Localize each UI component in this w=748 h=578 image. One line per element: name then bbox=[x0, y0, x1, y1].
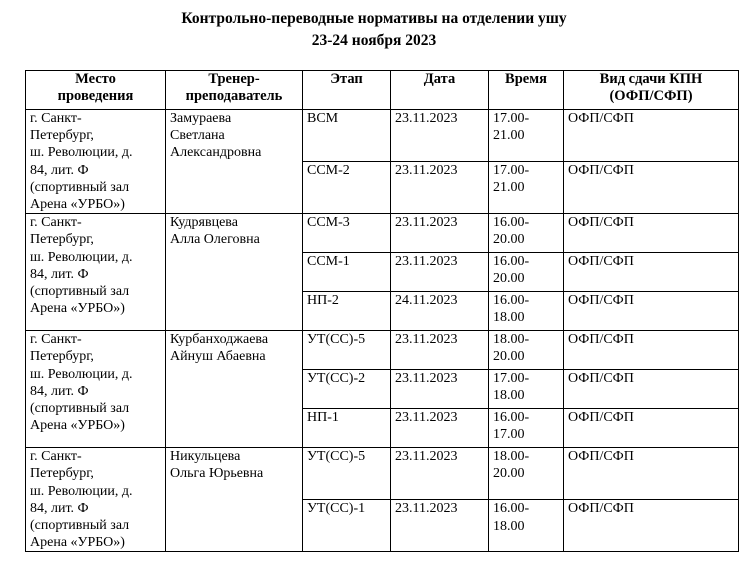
type-cell: ОФП/СФП bbox=[564, 292, 739, 331]
table-row bbox=[26, 214, 739, 253]
place-line: (спортивный зал bbox=[30, 179, 130, 195]
place-line: (спортивный зал bbox=[30, 401, 130, 417]
time-cell bbox=[489, 214, 564, 253]
time-start: 17.00- bbox=[493, 371, 530, 387]
date-cell: 24.11.2023 bbox=[391, 292, 489, 331]
time-end: 20.00 bbox=[493, 466, 525, 482]
header-time: Время bbox=[489, 71, 564, 110]
table-header-row bbox=[26, 71, 739, 110]
time-start: 16.00- bbox=[493, 501, 530, 517]
title-line-1: Контрольно-переводные нормативы на отделении ушу bbox=[181, 10, 567, 27]
stage-cell: ССМ-1 bbox=[303, 253, 391, 292]
stage-cell: ССМ-2 bbox=[303, 162, 391, 214]
place-cell bbox=[26, 214, 166, 331]
time-start: 17.00- bbox=[493, 111, 530, 126]
time-end: 21.00 bbox=[493, 180, 525, 196]
type-cell: ОФП/СФП bbox=[564, 214, 739, 253]
place-line: ш. Революции, д. bbox=[30, 249, 133, 265]
table-row bbox=[26, 331, 739, 370]
stage-cell: УТ(СС)-1 bbox=[303, 500, 391, 552]
title-line-2: 23-24 ноября 2023 bbox=[311, 32, 437, 49]
date-cell: 23.11.2023 bbox=[391, 331, 489, 370]
stage-cell: ВСМ bbox=[303, 110, 391, 162]
time-cell bbox=[489, 448, 564, 500]
header-date: Дата bbox=[391, 71, 489, 110]
time-cell bbox=[489, 331, 564, 370]
place-line: 84, лит. Ф bbox=[30, 162, 89, 178]
table-row bbox=[26, 448, 739, 500]
coach-cell bbox=[166, 110, 303, 214]
header-place-line: Место bbox=[75, 71, 116, 87]
time-cell bbox=[489, 253, 564, 292]
place-line: г. Санкт- bbox=[30, 449, 82, 465]
document-title bbox=[0, 8, 748, 52]
table-row bbox=[26, 110, 739, 162]
header-coach bbox=[166, 71, 303, 110]
header-coach-line: Тренер- bbox=[208, 71, 260, 87]
place-line: Арена «УРБО») bbox=[30, 197, 125, 213]
place-line: Петербург, bbox=[30, 232, 94, 248]
time-end: 20.00 bbox=[493, 349, 525, 365]
type-cell: ОФП/СФП bbox=[564, 500, 739, 552]
place-line: ш. Революции, д. bbox=[30, 366, 133, 382]
time-end: 17.00 bbox=[493, 427, 525, 443]
place-line: ш. Революции, д. bbox=[30, 483, 133, 499]
type-cell: ОФП/СФП bbox=[564, 370, 739, 409]
place-line: Петербург, bbox=[30, 349, 94, 365]
time-start: 16.00- bbox=[493, 293, 530, 309]
time-start: 18.00- bbox=[493, 449, 530, 465]
type-cell: ОФП/СФП bbox=[564, 409, 739, 448]
place-line: ш. Революции, д. bbox=[30, 145, 133, 161]
coach-line: Алла Олеговна bbox=[170, 232, 260, 248]
date-cell: 23.11.2023 bbox=[391, 110, 489, 162]
header-type bbox=[564, 71, 739, 110]
header-coach-line: преподаватель bbox=[185, 88, 283, 105]
time-cell bbox=[489, 110, 564, 162]
schedule-table bbox=[25, 70, 739, 552]
place-cell bbox=[26, 110, 166, 214]
coach-line: Кудрявцева bbox=[170, 215, 238, 231]
time-start: 16.00- bbox=[493, 254, 530, 270]
stage-cell: ССМ-3 bbox=[303, 214, 391, 253]
time-end: 18.00 bbox=[493, 310, 525, 326]
time-cell bbox=[489, 162, 564, 214]
time-end: 20.00 bbox=[493, 232, 525, 248]
type-cell: ОФП/СФП bbox=[564, 253, 739, 292]
time-start: 16.00- bbox=[493, 215, 530, 231]
coach-line: Светлана bbox=[170, 128, 225, 144]
coach-line: Александровна bbox=[170, 145, 262, 161]
time-end: 18.00 bbox=[493, 388, 525, 404]
place-cell bbox=[26, 448, 166, 552]
place-line: г. Санкт- bbox=[30, 111, 82, 126]
place-line: 84, лит. Ф bbox=[30, 383, 89, 399]
place-line: Арена «УРБО») bbox=[30, 301, 125, 317]
place-line: Петербург, bbox=[30, 466, 94, 482]
time-start: 17.00- bbox=[493, 163, 530, 179]
time-cell bbox=[489, 370, 564, 409]
date-cell: 23.11.2023 bbox=[391, 253, 489, 292]
coach-line: Айнуш Абаевна bbox=[170, 349, 266, 365]
time-end: 20.00 bbox=[493, 271, 525, 287]
place-line: 84, лит. Ф bbox=[30, 266, 89, 282]
date-cell: 23.11.2023 bbox=[391, 162, 489, 214]
coach-cell bbox=[166, 331, 303, 448]
place-line: г. Санкт- bbox=[30, 332, 82, 348]
time-cell bbox=[489, 292, 564, 331]
date-cell: 23.11.2023 bbox=[391, 500, 489, 552]
coach-cell bbox=[166, 214, 303, 331]
place-line: 84, лит. Ф bbox=[30, 500, 89, 516]
time-end: 18.00 bbox=[493, 518, 525, 534]
stage-cell: УТ(СС)-5 bbox=[303, 331, 391, 370]
stage-cell: НП-1 bbox=[303, 409, 391, 448]
type-cell: ОФП/СФП bbox=[564, 162, 739, 214]
place-cell bbox=[26, 331, 166, 448]
date-cell: 23.11.2023 bbox=[391, 370, 489, 409]
place-line: Арена «УРБО») bbox=[30, 535, 125, 551]
date-cell: 23.11.2023 bbox=[391, 448, 489, 500]
place-line: Петербург, bbox=[30, 128, 94, 144]
header-type-line: Вид сдачи КПН bbox=[599, 71, 703, 87]
coach-line: Замураева bbox=[170, 111, 232, 126]
time-start: 18.00- bbox=[493, 332, 530, 348]
type-cell: ОФП/СФП bbox=[564, 448, 739, 500]
stage-cell: УТ(СС)-2 bbox=[303, 370, 391, 409]
time-cell bbox=[489, 409, 564, 448]
header-type-line: (ОФП/СФП) bbox=[609, 88, 693, 105]
type-cell: ОФП/СФП bbox=[564, 331, 739, 370]
coach-line: Ольга Юрьевна bbox=[170, 466, 264, 482]
time-cell bbox=[489, 500, 564, 552]
header-stage: Этап bbox=[303, 71, 391, 110]
date-cell: 23.11.2023 bbox=[391, 409, 489, 448]
coach-line: Никульцева bbox=[170, 449, 241, 465]
stage-cell: НП-2 bbox=[303, 292, 391, 331]
place-line: Арена «УРБО») bbox=[30, 418, 125, 434]
coach-line: Курбанходжаева bbox=[170, 332, 269, 348]
place-line: (спортивный зал bbox=[30, 284, 130, 300]
stage-cell: УТ(СС)-5 bbox=[303, 448, 391, 500]
place-line: (спортивный зал bbox=[30, 518, 130, 534]
time-end: 21.00 bbox=[493, 128, 525, 144]
date-cell: 23.11.2023 bbox=[391, 214, 489, 253]
coach-cell bbox=[166, 448, 303, 552]
header-place bbox=[26, 71, 166, 110]
time-start: 16.00- bbox=[493, 410, 530, 426]
place-line: г. Санкт- bbox=[30, 215, 82, 231]
header-place-line: проведения bbox=[57, 88, 134, 105]
type-cell: ОФП/СФП bbox=[564, 110, 739, 162]
